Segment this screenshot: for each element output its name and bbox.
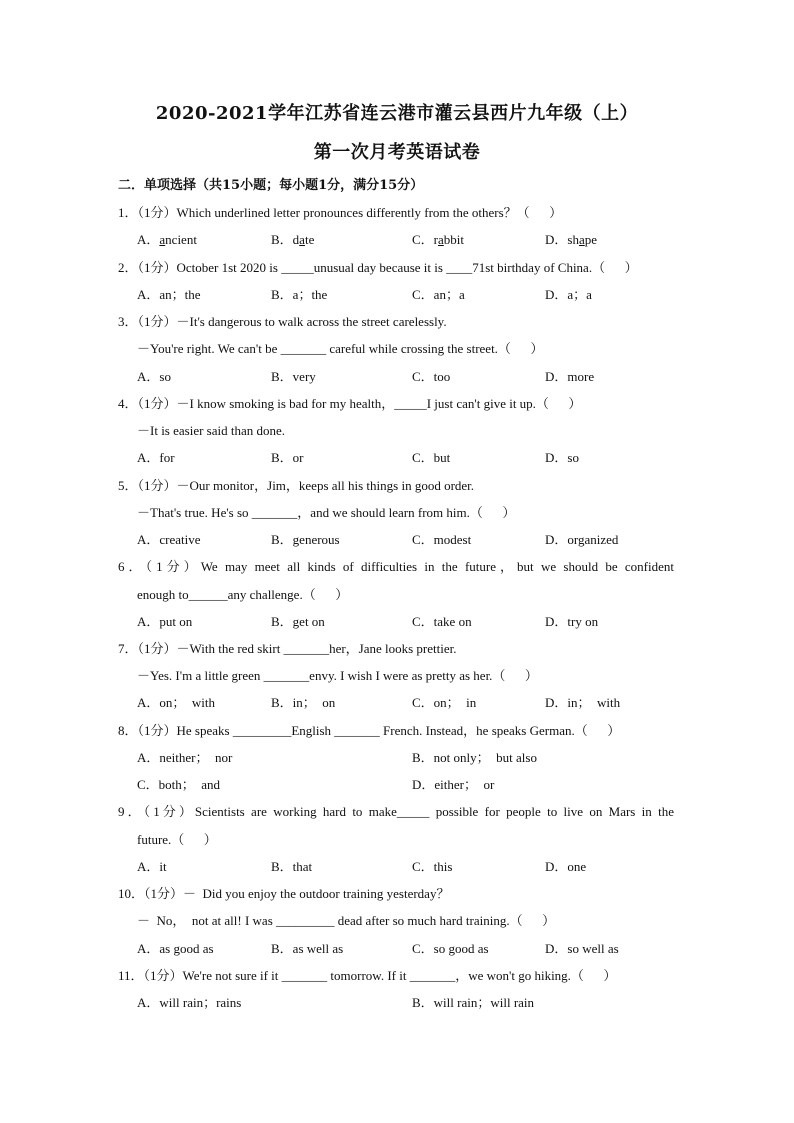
question-7-option-b: B．in； on: [271, 695, 336, 710]
question-4-option-b: B．or: [271, 450, 304, 465]
question-7-option-d: D．in； with: [545, 695, 621, 710]
question-6-stem: 6．（1分）We may meet all kinds of difficulties in the future，but we should be confident: [118, 559, 674, 574]
question-10-option-b: B．as well as: [271, 941, 344, 956]
question-8-stem: 8．（1分）He speaks _________English _______ French. Instead，he speaks German.（ ）: [118, 723, 621, 738]
question-7-stem: 7．（1分）－With the red skirt _______her，Jane looks prettier.: [118, 641, 457, 656]
question-9-option-b: B．that: [271, 859, 313, 874]
question-4-option-d: D．so: [545, 450, 579, 465]
question-9-option-a: A．it: [137, 859, 167, 874]
question-2-option-d: D．a；a: [545, 287, 592, 302]
question-6-option-d: D．try on: [545, 614, 599, 629]
question-11-stem: 11．（1分）We're not sure if it _______ tomorrow. If it _______，we won't go hiking.（ ）: [118, 968, 617, 983]
question-11-option-a: A．will rain；rains: [137, 995, 242, 1010]
question-1-option-c: C．rabbit: [412, 232, 465, 247]
question-1-option-b: B．date: [271, 232, 315, 247]
question-10-option-c: C．so good as: [412, 941, 489, 956]
question-2-stem: 2．（1分）October 1st 2020 is _____unusual day because it is ____71st birthday of China.（ ）: [118, 260, 638, 275]
question-3-option-b: B．very: [271, 369, 316, 384]
question-2-option-c: C．an；a: [412, 287, 465, 302]
question-1-option-a: A．ancient: [137, 232, 197, 247]
question-3-option-c: C．too: [412, 369, 451, 384]
question-7-option-c: C．on； in: [412, 695, 477, 710]
question-3-stem-reply: －You're right. We can't be _______ careful while crossing the street.（ ）: [137, 341, 544, 356]
question-10-option-d: D．so well as: [545, 941, 619, 956]
question-6-stem-cont: enough to______any challenge.（ ）: [137, 587, 349, 602]
question-10-stem: 10．（1分）－ Did you enjoy the outdoor training yesterday？: [118, 886, 450, 901]
question-9-option-d: D．one: [545, 859, 587, 874]
question-4-option-c: C．but: [412, 450, 451, 465]
question-3-stem: 3．（1分）－It's dangerous to walk across the street carelessly.: [118, 314, 447, 329]
question-4-stem-reply: －It is easier said than done.: [137, 423, 286, 438]
question-2-option-b: B．a；the: [271, 287, 328, 302]
question-1-stem: 1．（1分）Which underlined letter pronounces differently from the others？（ ）: [118, 205, 563, 220]
question-8-option-d: D．either； or: [412, 777, 495, 792]
question-6-option-b: B．get on: [271, 614, 325, 629]
question-6-option-c: C．take on: [412, 614, 472, 629]
question-11-option-b: B．will rain；will rain: [412, 995, 535, 1010]
question-5-option-a: A．creative: [137, 532, 201, 547]
question-5-option-c: C．modest: [412, 532, 472, 547]
question-8-option-a: A．neither； nor: [137, 750, 233, 765]
question-7-option-a: A．on； with: [137, 695, 216, 710]
question-8-option-b: B．not only； but also: [412, 750, 537, 765]
question-5-stem-reply: －That's true. He's so _______，and we should learn from him.（ ）: [137, 505, 516, 520]
question-10-option-a: A．as good as: [137, 941, 214, 956]
question-5-option-b: B．generous: [271, 532, 340, 547]
question-6-option-a: A．put on: [137, 614, 193, 629]
question-8-option-c: C．both； and: [137, 777, 221, 792]
question-2-option-a: A．an；the: [137, 287, 201, 302]
question-9-stem-cont: future.（ ）: [137, 832, 217, 847]
question-9-stem: 9．（1分）Scientists are working hard to make_____ possible for people to live on Mars in the: [118, 804, 674, 819]
question-7-stem-reply: －Yes. I'm a little green _______envy. I wish I were as pretty as her.（ ）: [137, 668, 538, 683]
question-1-option-d: D．shape: [545, 232, 598, 247]
exam-title-line1: 2020-2021学年江苏省连云港市灌云县西片九年级（上）: [155, 103, 639, 124]
question-3-option-a: A．so: [137, 369, 171, 384]
question-4-stem: 4．（1分）－I know smoking is bad for my health，_____I just can't give it up.（ ）: [118, 396, 582, 411]
question-3-option-d: D．more: [545, 369, 595, 384]
question-5-option-d: D．organized: [545, 532, 619, 547]
exam-title-line2: 第一次月考英语试卷: [313, 142, 481, 163]
question-9-option-c: C．this: [412, 859, 453, 874]
question-4-option-a: A．for: [137, 450, 175, 465]
question-10-stem-reply: － No， not at all! I was _________ dead after so much hard training.（ ）: [137, 913, 556, 928]
section-heading: 二．单项选择（共15小题；每小题1分，满分15分）: [118, 178, 424, 193]
question-5-stem: 5．（1分）－Our monitor，Jim，keeps all his things in good order.: [118, 478, 475, 493]
